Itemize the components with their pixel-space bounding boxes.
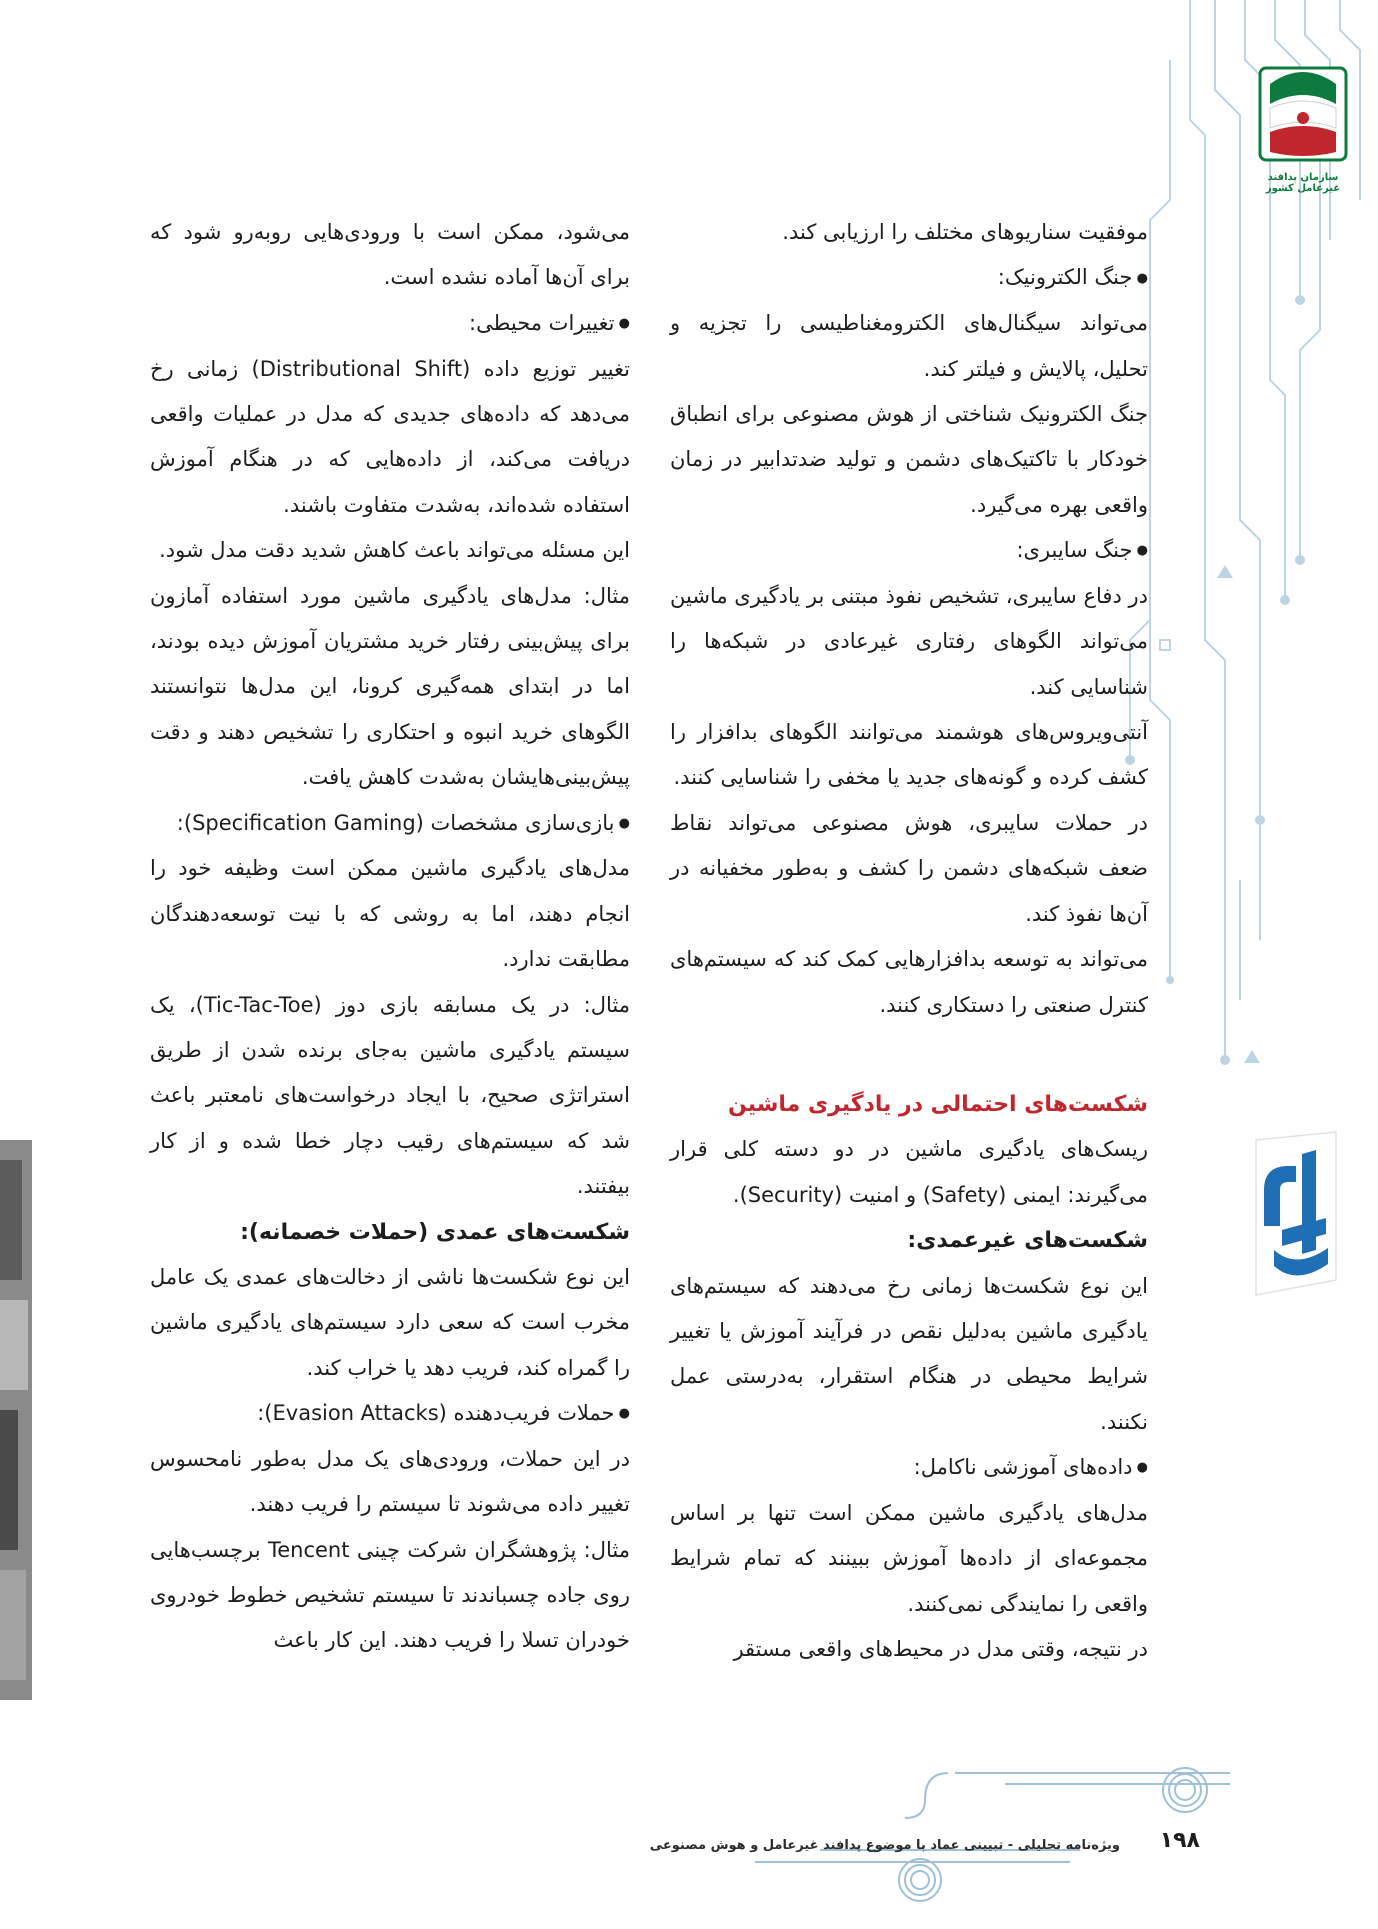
section-heading: شکست‌های احتمالی در یادگیری ماشین [727, 1091, 1148, 1117]
paragraph: تغییر توزیع داده (Distributional Shift) زمانی رخ می‌دهد که داده‌های جدیدی که مدل در عملیات واقعی دریافت می‌کند، از داده‌هایی که در هنگام آموزش استفاده شده‌اند، به‌شدت متفاوت باشند. [150, 356, 630, 517]
paragraph: مثال: پژوهشگران شرکت چینی Tencent برچسب‌هایی روی جاده چسباندند تا سیستم تشخیص خطوط خودروی خودران تسلا را فریب دهند. این کار باعث [150, 1537, 630, 1653]
paragraph: در این حملات، ورودی‌های یک مدل به‌طور نامحسوس تغییر داده می‌شوند تا سیستم را فریب دهند. [150, 1446, 630, 1517]
paragraph: در حملات سایبری، هوش مصنوعی می‌تواند نقاط ضعف شبکه‌های دشمن را کشف و به‌طور مخفیانه در آن‌ها نفوذ کند. [670, 810, 1148, 926]
paragraph: مدل‌های یادگیری ماشین ممکن است تنها بر اساس مجموعه‌ای از داده‌ها آموزش ببینند که تمام شرایط واقعی را نمایندگی نمی‌کنند. [670, 1500, 1148, 1616]
paragraph: مثال: مدل‌های یادگیری ماشین مورد استفاده آمازون برای پیش‌بینی رفتار خرید مشتریان آموزش دیده بودند، اما در ابتدای همه‌گیری کرونا، این مدل‌ها نتوانستند الگوهای خرید انبوه و احتکاری را تشخیص دهند و دقت پیش‌بینی‌هایشان به‌شدت کاهش یافت. [150, 583, 630, 790]
paragraph: آنتی‌ویروس‌های هوشمند می‌توانند الگوهای بدافزار را کشف کرده و گونه‌های جدید یا مخفی را شناسایی کنند. [670, 720, 1148, 790]
bullet-item: ● بازی‌سازی مشخصات (Specification Gaming): [150, 801, 630, 847]
paragraph: در دفاع سایبری، تشخیص نفوذ مبتنی بر یادگیری ماشین می‌تواند الگوهای رفتاری غیرعادی در شبکه‌ها را شناسایی کند. [670, 583, 1148, 699]
organization-logo [1250, 64, 1356, 194]
paragraph: این نوع شکست‌ها ناشی از دخالت‌های عمدی یک عامل مخرب است که سعی دارد سیستم‌های یادگیری ماشین را گمراه کند، فریب دهد یا خراب کند. [150, 1264, 630, 1380]
paragraph: مثال: در یک مسابقه بازی دوز (Tic-Tac-Toe)، یک سیستم یادگیری ماشین به‌جای برنده شدن از طریق استراتژی صحیح، با ایجاد درخواست‌های نامعتبر باعث شد که سیستم‌های رقیب دچار خطا شده و از کار بیفتند. [150, 992, 630, 1199]
paragraph: ریسک‌های یادگیری ماشین در دو دسته کلی قرار می‌گیرند: ایمنی (Safety) و امنیت (Security). [670, 1137, 1148, 1207]
section-spacer [670, 1028, 1148, 1082]
bullet-item: ● جنگ سایبری: [670, 528, 1148, 574]
bullet-item: ● داده‌های آموزشی ناکامل: [670, 1445, 1148, 1491]
subsection-heading: شکست‌های غیرعمدی: [907, 1228, 1148, 1254]
subsection-heading: شکست‌های عمدی (حملات خصمانه): [240, 1219, 630, 1245]
bullet-item: ● تغییرات محیطی: [150, 301, 630, 347]
page-number: ۱۹۸ [1159, 1828, 1200, 1853]
footer-caption: ویژه‌نامه تحلیلی - تبیینی عماد با موضوع پدافند غیرعامل و هوش مصنوعی [649, 1838, 1120, 1853]
paragraph: در نتیجه، وقتی مدل در محیط‌های واقعی مستقر [733, 1637, 1148, 1662]
paragraph: می‌تواند به توسعه بدافزارهایی کمک کند که سیستم‌های کنترل صنعتی را دستکاری کنند. [670, 947, 1148, 1017]
photo-edge-image [0, 1140, 32, 1700]
emad-emblem-logo [1236, 1130, 1348, 1298]
bullet-item: ● جنگ الکترونیک: [670, 255, 1148, 301]
paragraph: مدل‌های یادگیری ماشین ممکن است وظیفه خود را انجام دهند، اما به روشی که با نیت توسعه‌دهندگان مطابقت ندارد. [150, 856, 630, 972]
paragraph: این نوع شکست‌ها زمانی رخ می‌دهند که سیستم‌های یادگیری ماشین به‌دلیل نقص در فرآیند آموزش یا تغییر شرایط محیطی در هنگام استقرار، به‌درستی عمل نکنند. [670, 1273, 1148, 1434]
bullet-item: ● حملات فریب‌دهنده (Evasion Attacks): [150, 1391, 630, 1437]
paragraph: این مسئله می‌تواند باعث کاهش شدید دقت مدل شود. [159, 538, 630, 563]
paragraph: می‌شود، ممکن است با ورودی‌هایی روبه‌رو شود که برای آن‌ها آماده نشده است. [150, 220, 630, 290]
paragraph: موفقیت سناریوهای مختلف را ارزیابی کند. [782, 220, 1148, 244]
text-column-right [670, 210, 1148, 1672]
paragraph: می‌تواند سیگنال‌های الکترومغناطیسی را تجزیه و تحلیل، پالایش و فیلتر کند. [670, 311, 1148, 381]
logo-caption: سازمان پدافند غیرعامل کشور [1265, 172, 1341, 194]
text-column-left [150, 210, 630, 1664]
paragraph: جنگ الکترونیک شناختی از هوش مصنوعی برای انطباق خودکار با تاکتیک‌های دشمن و تولید ضدتدابیر در زمان واقعی بهره می‌گیرد. [670, 401, 1148, 517]
